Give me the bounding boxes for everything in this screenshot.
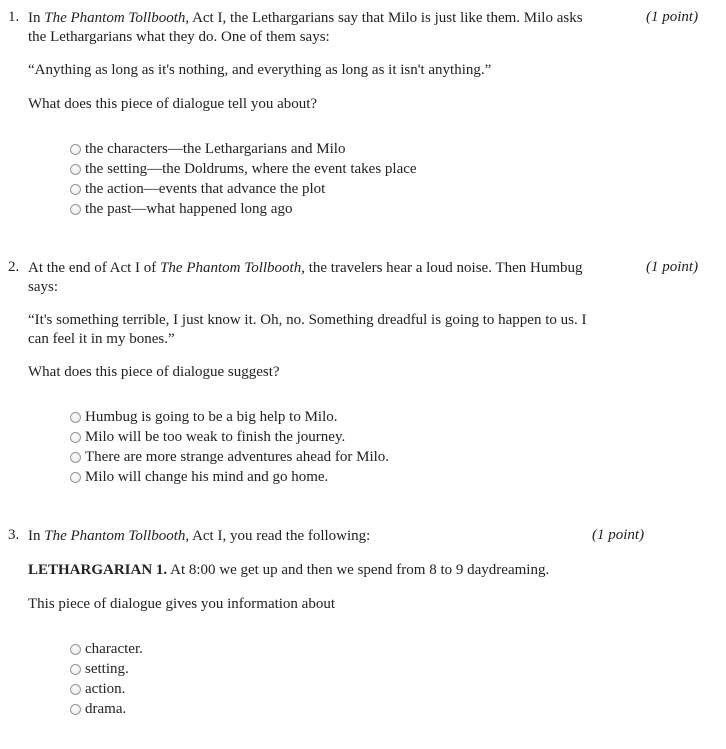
option-label[interactable]: Humbug is going to be a big help to Milo.	[85, 408, 338, 425]
quote-text: “It's something terrible, I just know it. Oh, no. Something dreadful is going to happen to us. I	[28, 312, 587, 328]
answer-option[interactable]	[70, 659, 143, 679]
option-label[interactable]: the setting—the Doldrums, where the event takes place	[85, 160, 417, 177]
answer-option[interactable]	[70, 427, 389, 447]
question-2-quote	[28, 311, 586, 349]
intro-text: , the travelers hear a loud noise. Then Humbug	[301, 260, 583, 276]
answer-option[interactable]	[70, 179, 417, 199]
option-label[interactable]: action.	[85, 680, 126, 697]
radio-button[interactable]	[70, 144, 81, 155]
option-label[interactable]: the characters—the Lethargarians and Milo	[85, 140, 346, 157]
intro-text: the Lethargarians what they do. One of them says:	[28, 29, 330, 45]
option-label[interactable]: the action—events that advance the plot	[85, 180, 326, 197]
option-label[interactable]: drama.	[85, 700, 127, 717]
radio-button[interactable]	[70, 412, 81, 423]
speaker-name: LETHARGARIAN 1.	[28, 562, 168, 578]
book-title: The Phantom Tollbooth	[160, 260, 302, 276]
radio-button[interactable]	[70, 204, 81, 215]
question-1-prompt: What does this piece of dialogue tell you about?	[28, 96, 318, 112]
answer-option[interactable]	[70, 159, 417, 179]
question-number: 3.	[8, 527, 20, 543]
radio-button[interactable]	[70, 472, 81, 483]
question-number: 1.	[8, 9, 20, 25]
intro-text: At the end of Act I of	[28, 260, 161, 276]
question-1-quote: “Anything as long as it's nothing, and everything as long as it isn't anything.”	[28, 62, 492, 78]
question-intro	[28, 259, 628, 297]
answer-option[interactable]	[70, 679, 143, 699]
answer-option[interactable]	[70, 139, 417, 159]
intro-text: , Act I, you read the following:	[185, 528, 371, 544]
question-3-excerpt	[28, 561, 549, 580]
answer-option[interactable]	[70, 199, 417, 219]
radio-button[interactable]	[70, 432, 81, 443]
question-1-options	[70, 139, 417, 219]
intro-text: , Act I, the Lethargarians say that Milo is just like them. Milo asks	[185, 10, 583, 26]
points-label: (1 point)	[592, 527, 645, 543]
option-label[interactable]: Milo will change his mind and go home.	[85, 468, 329, 485]
book-title: The Phantom Tollbooth	[44, 528, 186, 544]
radio-button[interactable]	[70, 644, 81, 655]
dialogue-text: At 8:00 we get up and then we spend from 8 to 9 daydreaming.	[167, 562, 550, 578]
radio-button[interactable]	[70, 704, 81, 715]
option-label[interactable]: There are more strange adventures ahead for Milo.	[85, 448, 390, 465]
radio-button[interactable]	[70, 452, 81, 463]
option-label[interactable]: character.	[85, 640, 143, 657]
option-label[interactable]: the past—what happened long ago	[85, 200, 293, 217]
question-3-prompt: This piece of dialogue gives you information about	[28, 596, 336, 612]
book-title: The Phantom Tollbooth	[44, 10, 186, 26]
points-label: (1 point)	[646, 259, 699, 275]
answer-option[interactable]	[70, 639, 143, 659]
option-label[interactable]: setting.	[85, 660, 129, 677]
quote-text: can feel it in my bones.”	[28, 331, 175, 347]
question-intro	[28, 9, 628, 47]
question-intro	[28, 527, 568, 546]
answer-option[interactable]	[70, 467, 389, 487]
intro-text: In	[28, 10, 45, 26]
question-3-options	[70, 639, 143, 719]
intro-text: says:	[28, 279, 58, 295]
question-2-prompt: What does this piece of dialogue suggest?	[28, 364, 280, 380]
radio-button[interactable]	[70, 664, 81, 675]
answer-option[interactable]	[70, 447, 389, 467]
intro-text: In	[28, 528, 45, 544]
radio-button[interactable]	[70, 684, 81, 695]
option-label[interactable]: Milo will be too weak to finish the journey.	[85, 428, 346, 445]
question-number: 2.	[8, 259, 20, 275]
question-2-options	[70, 407, 389, 487]
radio-button[interactable]	[70, 164, 81, 175]
answer-option[interactable]	[70, 699, 143, 719]
answer-option[interactable]	[70, 407, 389, 427]
points-label: (1 point)	[646, 9, 699, 25]
radio-button[interactable]	[70, 184, 81, 195]
